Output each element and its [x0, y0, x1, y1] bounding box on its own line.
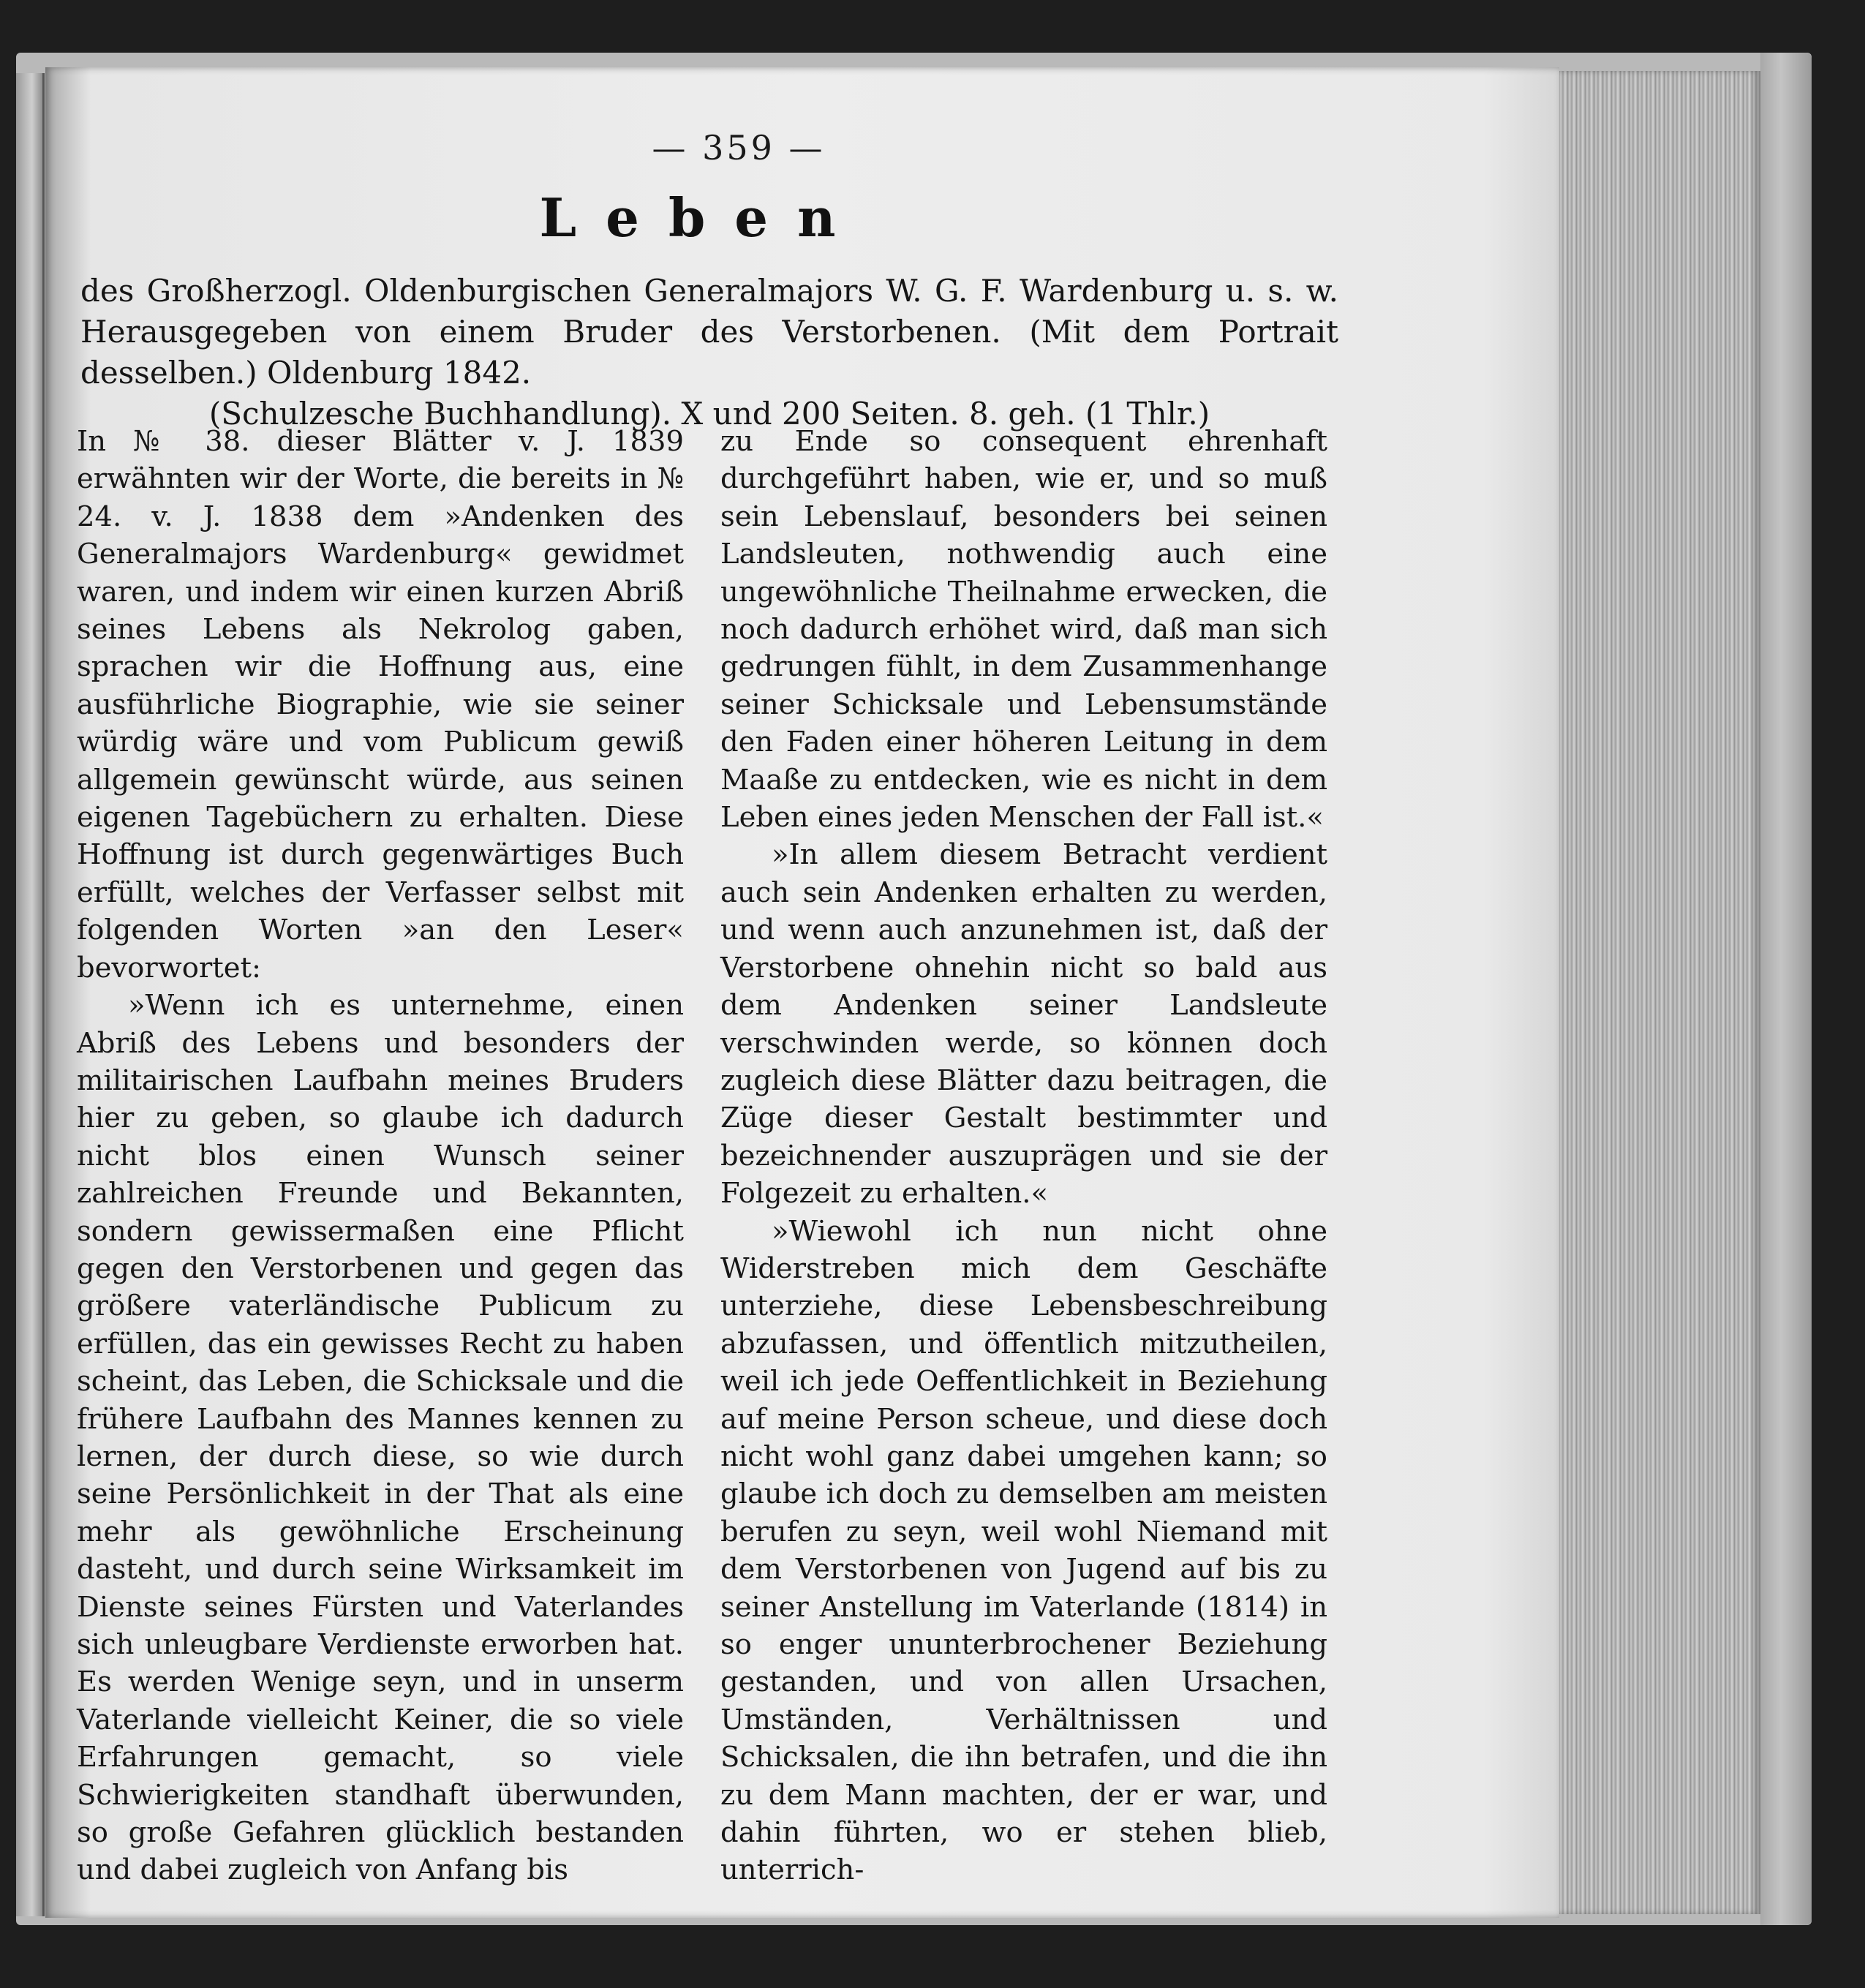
article-title: Leben: [539, 187, 865, 249]
paragraph: »Wenn ich es unternehme, einen Abriß des Lebens und besonders der militairischen Laufbahn meines Bruders hier zu geben, so glaube ich dadurch nicht blos einen Wunsch seiner zahlreichen Freunde und Bekannten, sondern gewissermaßen eine Pflicht gegen den Verstorbenen und gegen das größere vaterländische Publicum zu erfüllen, das ein gewisses Recht zu haben scheint, das Leben, die Schicksale und die frühere Laufbahn des Mannes kennen zu lernen, der durch diese, so wie durch seine Persönlichkeit in der That als eine mehr als gewöhnliche Erscheinung dasteht, und durch seine Wirksamkeit im Dienste seines Fürsten und Vaterlandes sich unleugbare Verdienste erworben hat. Es werden Wenige seyn, und in unserm Vaterlande vielleicht Keiner, die so viele Erfahrungen gemacht, so viele Schwierigkeiten standhaft überwunden, so große Gefahren glücklich bestanden und dabei zugleich von Anfang bis: [77, 989, 684, 1887]
subtitle-main: des Großherzogl. Oldenburgischen Generalmajors W. G. F. Wardenburg u. s. w. Herausgegeben von einem Bruder des Verstorbenen. (Mit dem Portrait desselben.) Oldenburg 1842.: [80, 273, 1338, 391]
paragraph: In № 38. dieser Blätter v. J. 1839 erwähnten wir der Worte, die bereits in № 24. v. J. 1838 dem »Andenken des Generalmajors Wardenburg« gewidmet waren, und indem wir einen kurzen Abriß seines Lebens als Nekrolog gaben, sprachen wir die Hoffnung aus, eine ausführliche Biographie, wie sie seiner würdig wäre und vom Publicum gewiß allgemein gewünscht würde, aus seinen eigenen Tagebüchern zu erhalten. Diese Hoffnung ist durch gegenwärtiges Buch erfüllt, welches der Verfasser selbst mit folgenden Worten »an den Leser« bevorwortet:: [77, 425, 684, 984]
paragraph: »Wiewohl ich nun nicht ohne Widerstreben mich dem Geschäfte unterziehe, diese Lebensbeschreibung abzufassen, und öffentlich mitzutheilen, weil ich jede Oeffentlichkeit in Beziehung auf meine Person scheue, und diese doch nicht wohl ganz dabei umgehen kann; so glaube ich doch zu demselben am meisten berufen zu seyn, weil wohl Niemand mit dem Verstorbenen von Jugend auf bis zu seiner Anstellung im Vaterlande (1814) in so enger ununterbrochener Beziehung gestanden, und von allen Ursachen, Umständen, Verhältnissen und Schicksalen, die ihn betrafen, und die ihn zu dem Mann machten, der er war, und dahin führten, wo er stehen blieb, unterrich-: [720, 1214, 1327, 1887]
paragraph: zu Ende so consequent ehrenhaft durchgeführt haben, wie er, und so muß sein Lebenslauf, besonders bei seinen Landsleuten, nothwendig auch eine ungewöhnliche Theilnahme erwecken, die noch dadurch erhöhet wird, daß man sich gedrungen fühlt, in dem Zusammenhange seiner Schicksale und Lebensumstände den Faden einer höheren Leitung in dem Maaße zu entdecken, wie es nicht in dem Leben eines jeden Menschen der Fall ist.«: [720, 425, 1327, 835]
page-fore-edge: [1541, 71, 1760, 1914]
book-cover-edge: [1760, 53, 1812, 1925]
right-text-column: [720, 423, 1327, 1889]
article-subtitle: [80, 271, 1338, 434]
left-text-column: [77, 423, 684, 1889]
page-number: — 359 —: [652, 128, 826, 167]
left-page-edge: [16, 73, 45, 1916]
paragraph: »In allem diesem Betracht verdient auch sein Andenken erhalten zu werden, und wenn auch anzunehmen ist, daß der Verstorbene ohnehin nicht so bald aus dem Andenken seiner Landsleute verschwinden werde, so können doch zugleich diese Blätter dazu beitragen, die Züge dieser Gestalt bestimmter und bezeichnender auszuprägen und sie der Folgezeit zu erhalten.«: [720, 838, 1327, 1211]
subtitle-publisher: (Schulzesche Buchhandlung). X und 200 Seiten. 8. geh. (1 Thlr.): [208, 396, 1210, 432]
